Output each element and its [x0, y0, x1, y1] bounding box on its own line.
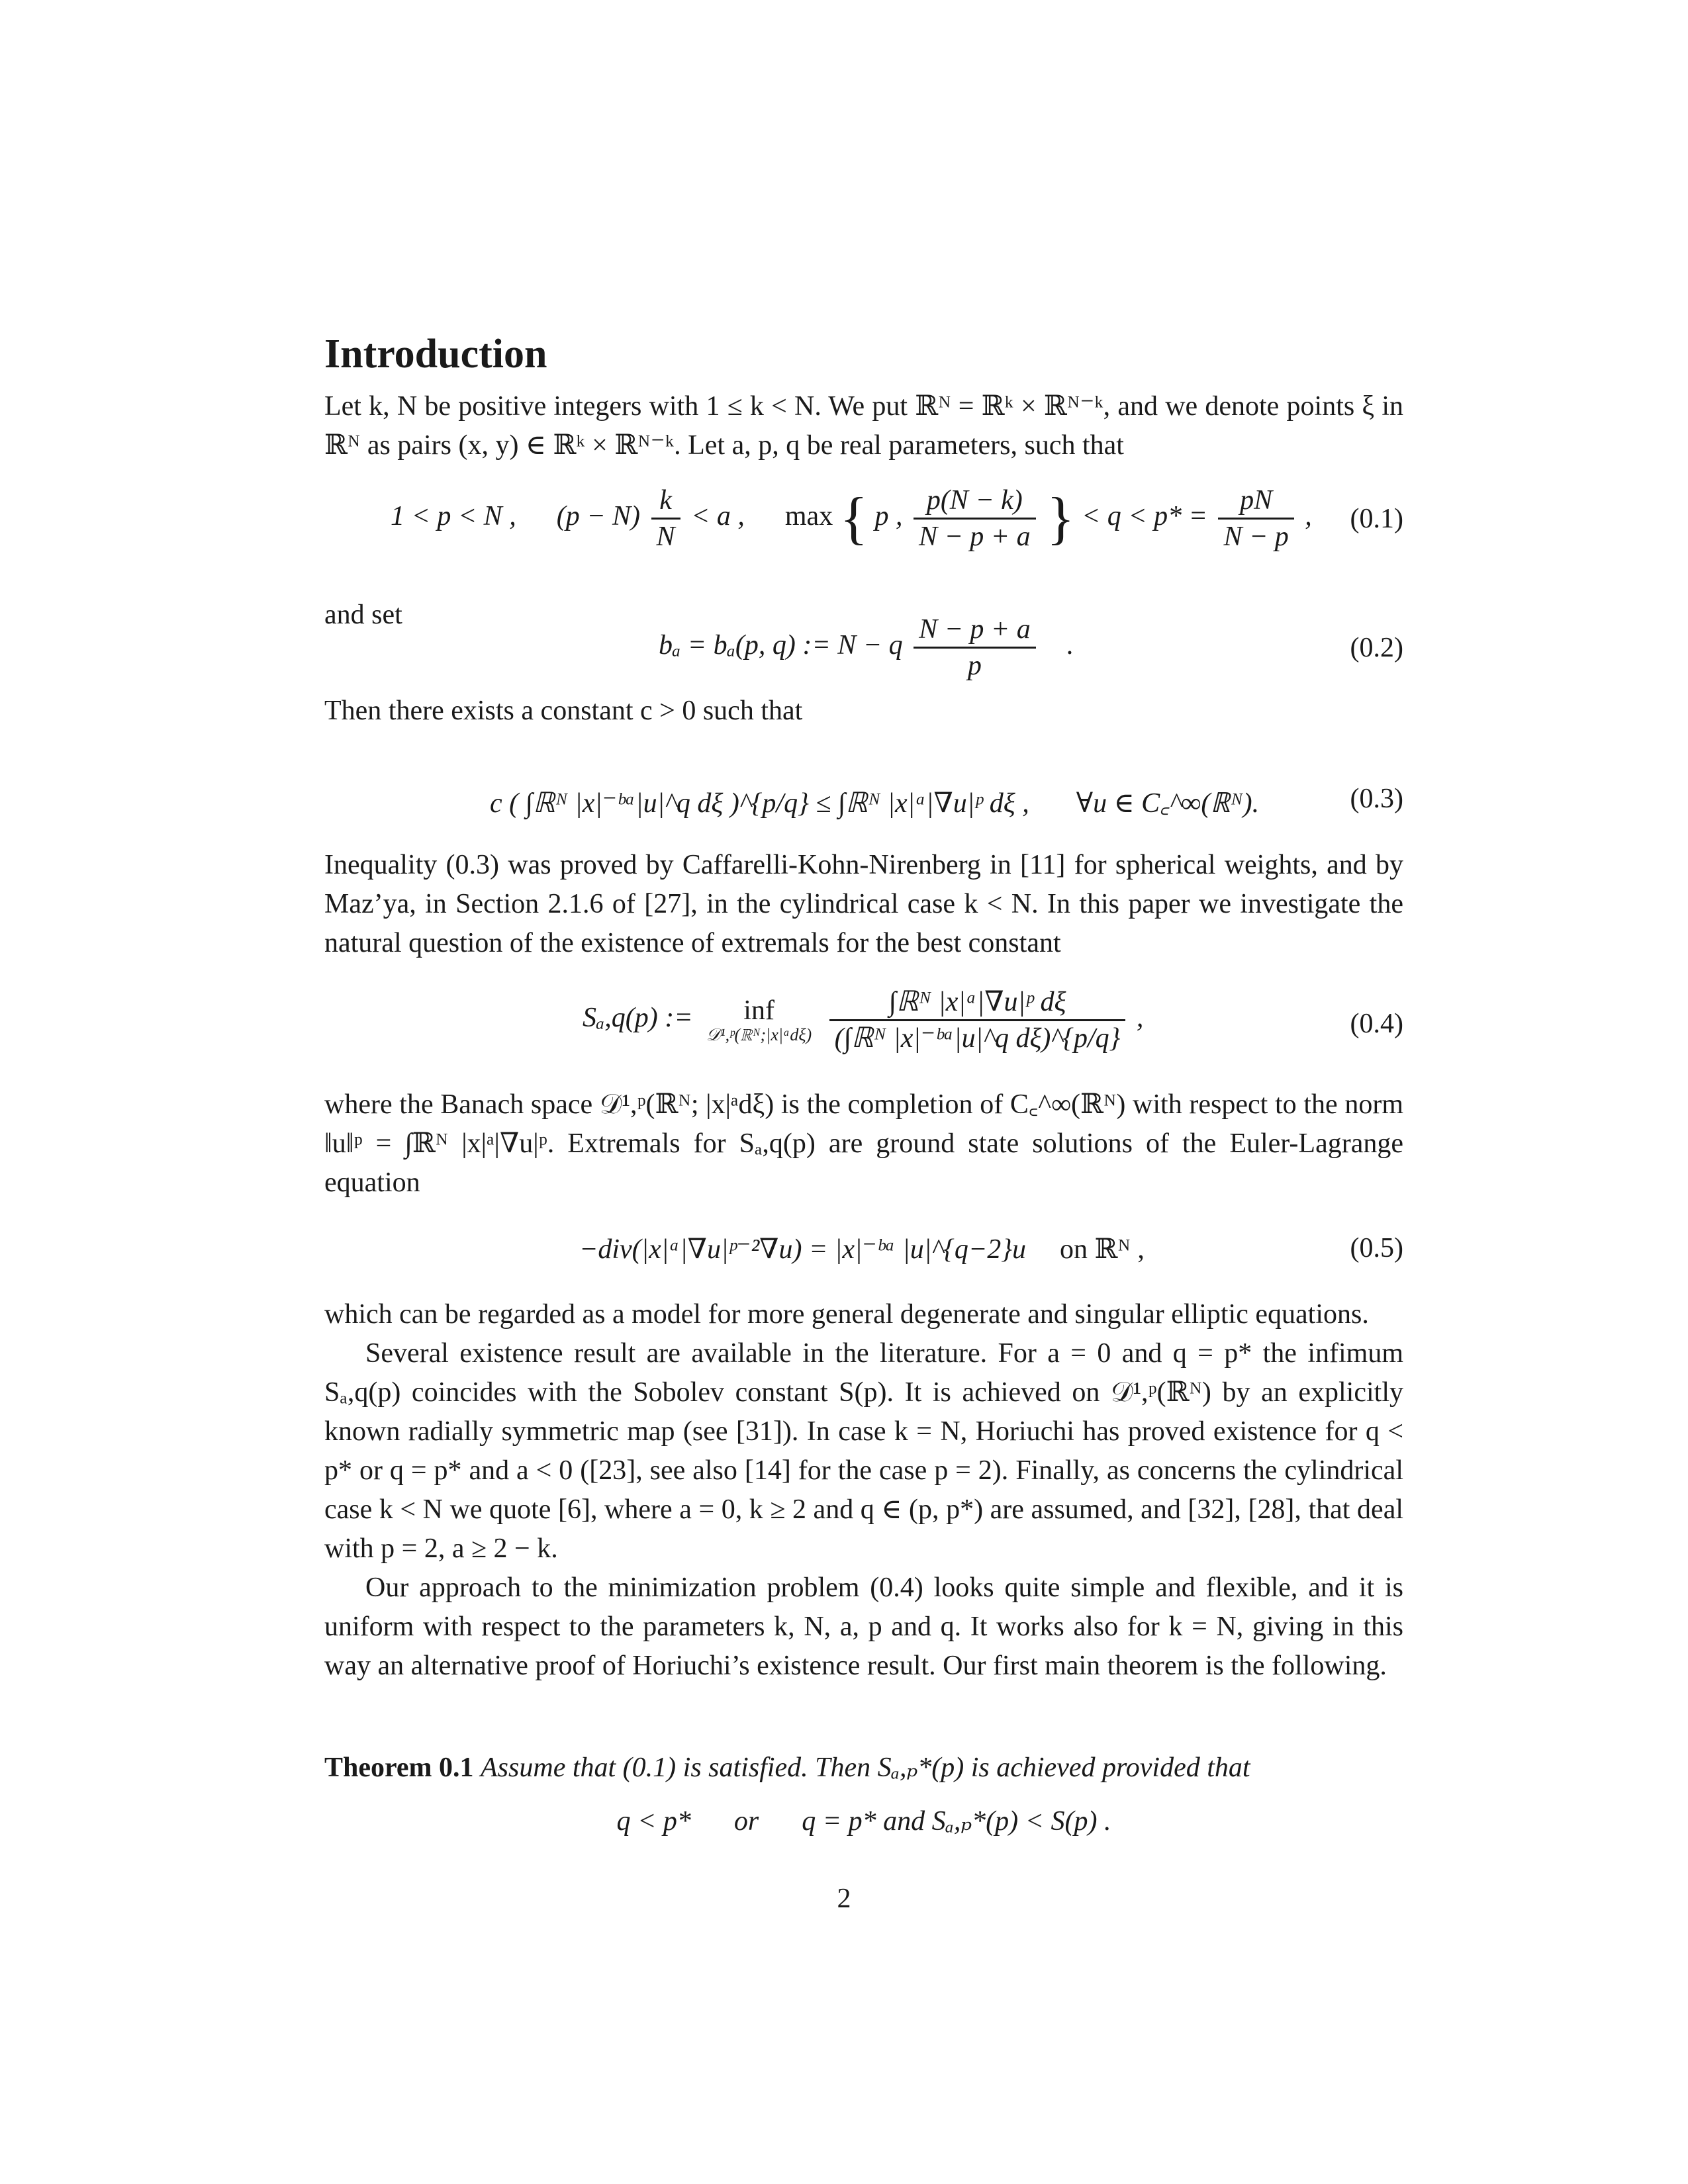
eq4-lhs: Sₐ,q(p) :=: [583, 1003, 693, 1034]
eq1-part1: 1 < p < N ,: [391, 501, 516, 532]
equation-number-0-3: (0.3): [1350, 784, 1403, 814]
eq1-part2b: < a ,: [691, 501, 745, 532]
theorem-cond-2: q = p* and Sₐ,ₚ*(p) < S(p) .: [802, 1806, 1111, 1837]
equation-0-3: [324, 771, 1403, 831]
eq1-part3b: p ,: [874, 501, 903, 532]
eq2-tail: .: [1066, 630, 1074, 661]
paragraph-6: which can be regarded as a model for more general degenerate and singular elliptic equations.: [324, 1299, 1369, 1330]
theorem-cond-1: q < p*: [616, 1806, 691, 1837]
paragraph-4: Inequality (0.3) was proved by Caffarelli-Kohn-Nirenberg in [11] for spherical weights, and by Maz’ya, in Section 2.1.6 of [27], in the cylindrical case k < N. In this paper we investigate the natural question of the existence of extremals for the best constant: [324, 850, 1403, 958]
paragraph-3: Then there exists a constant c > 0 such that: [324, 696, 803, 726]
eq5-on: on ℝᴺ ,: [1060, 1234, 1145, 1265]
eq4-tail: ,: [1136, 1003, 1144, 1034]
eq1-max: max: [784, 501, 833, 532]
paragraph-8: Our approach to the minimization problem (0.4) looks quite simple and flexible, and it is uniform with respect to the parameters k, N, a, p and q. It works also for k = N, giving in this way an alternative proof of Horiuchi’s existence result. Our first main theorem is the following.: [324, 1572, 1403, 1681]
eq1-fraction-2: $\frac{p(N - k)}{N - p + a}$: [914, 483, 1036, 554]
equation-number-0-2: (0.2): [1350, 633, 1403, 663]
eq2-fraction: $\frac{N - p + a}{p}$: [914, 612, 1036, 683]
eq4-inf: inf 𝒟¹,ᵖ(ℝᴺ;|x|ᵃdξ): [706, 995, 812, 1044]
eq3-lhs: c ( ∫ℝᴺ |x|⁻ᵇᵃ|u|^q dξ )^{p/q} ≤ ∫ℝᴺ |x|ᵃ|∇u|ᵖ dξ ,: [490, 788, 1029, 819]
theorem-label: Theorem 0.1: [324, 1752, 474, 1783]
paragraph-1: Let k, N be positive integers with 1 ≤ k < N. We put ℝᴺ = ℝᵏ × ℝᴺ⁻ᵏ, and we denote points ξ in ℝᴺ as pairs (x, y) ∈ ℝᵏ × ℝᴺ⁻ᵏ. Let a, p, q be real parameters, such that: [324, 391, 1403, 461]
paragraph-7: Several existence result are available in the literature. For a = 0 and q = p* the infimum Sₐ,q(p) coincides with the Sobolev constant S(p). It is achieved on 𝒟¹,ᵖ(ℝᴺ) by an explicitly known radially symmetric map (see [31]). In case k = N, Horiuchi has proved existence for q < p* or q = p* and a < 0 ([23], see also [14] for the case p = 2). Finally, as concerns the cylindrical case k < N we quote [6], where a = 0, k ≥ 2 and q ∈ (p, p*) are assumed, and [32], [28], that deal with p = 2, a ≥ 2 − k.: [324, 1338, 1403, 1564]
equation-number-0-5: (0.5): [1350, 1233, 1403, 1263]
eq1-part2a: (p − N): [556, 501, 641, 532]
right-brace-icon: }: [1047, 486, 1075, 551]
eq1-part4a: < q < p* =: [1081, 501, 1207, 532]
theorem-statement: Assume that (0.1) is satisfied. Then Sₐ,ₚ*(p) is achieved provided that: [481, 1752, 1250, 1783]
page-number: 2: [837, 1884, 851, 1914]
eq3-rhs: ∀u ∈ C꜀^∞(ℝᴺ).: [1076, 788, 1260, 819]
theorem-0-1: [324, 1749, 1403, 1788]
theorem-or: or: [733, 1806, 759, 1837]
theorem-conditions: [324, 1804, 1403, 1837]
equation-number-0-1: (0.1): [1350, 504, 1403, 534]
eq1-part4b: ,: [1305, 501, 1312, 532]
equation-0-4: [324, 978, 1403, 1071]
equation-0-5: [324, 1232, 1403, 1279]
equation-number-0-4: (0.4): [1350, 1009, 1403, 1039]
left-brace-icon: {: [839, 486, 868, 551]
eq4-fraction: $\frac{\text{∫ℝᴺ |x|ᵃ|∇u|ᵖ dξ}}{\text{(∫ℝᴺ |x|⁻ᵇᵃ|u|\textasciicircum{}q dξ)\textasciicircum{}\{p/q\}}}$: [829, 985, 1126, 1056]
equation-0-2: [324, 612, 1403, 688]
eq2-lhs: bₐ = bₐ(p, q) := N − q: [659, 630, 903, 661]
section-title: Introduction: [324, 332, 547, 377]
eq1-fraction-3: $\frac{pN}{N - p}$: [1218, 483, 1293, 554]
equation-0-1: [324, 478, 1403, 557]
paragraph-2: and set: [324, 600, 402, 630]
eq5-body: −div(|x|ᵃ|∇u|ᵖ⁻²∇u) = |x|⁻ᵇᵃ |u|^{q−2}u: [579, 1234, 1026, 1265]
paragraph-5: where the Banach space 𝒟¹,ᵖ(ℝᴺ; |x|ᵃdξ) is the completion of C꜀^∞(ℝᴺ) with respect to the norm ‖u‖ᵖ = ∫ℝᴺ |x|ᵃ|∇u|ᵖ. Extremals for Sₐ,q(p) are ground state solutions of the Euler-Lagrange equation: [324, 1089, 1403, 1198]
eq1-fraction-1: $\frac{k}{N}$: [651, 483, 680, 554]
